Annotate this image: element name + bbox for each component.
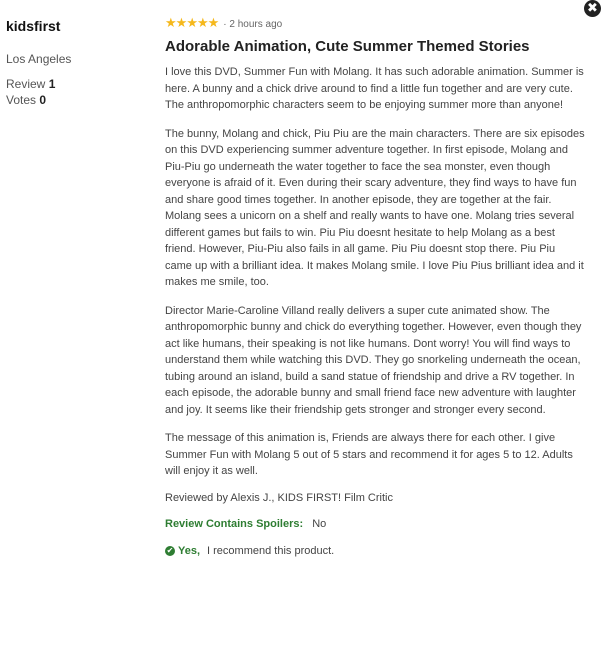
review-paragraph: I love this DVD, Summer Fun with Molang. It has such adorable animation. Summer is here. A bunny and a chick drive around to find a little fun together and are very cute. The anthropomorphic characters seem to be enjoying summer more than anyone! — [165, 66, 584, 111]
review-count-label: Review — [6, 77, 46, 91]
star-icon: ★ — [207, 16, 220, 31]
star-icon: ★ — [165, 16, 177, 31]
recommend-text: I recommend this product. — [207, 544, 335, 557]
star-icon: ★ — [186, 16, 198, 31]
review-count-value: 1 — [48, 77, 56, 91]
star-icon: ★ — [196, 16, 209, 31]
star-icon: ★ — [175, 16, 188, 31]
spoilers-label: Review Contains Spoilers: — [165, 517, 304, 530]
review-meta — [165, 16, 585, 32]
votes-count — [6, 92, 146, 108]
review-paragraph: The message of this animation is, Friends are always there for each other. I give Summer Fun with Molang 5 out of 5 stars and recommend it for ages 5 to 12. Adults will enjoy it as well. — [165, 432, 573, 477]
review-count — [6, 76, 146, 92]
close-icon[interactable]: ✖ — [584, 0, 601, 17]
reviewer-byline: Reviewed by Alexis J., KIDS FIRST! Film Critic — [165, 491, 393, 504]
check-circle-icon: ✔ — [166, 545, 174, 555]
review-date: · 2 hours ago — [223, 18, 283, 30]
star-rating — [165, 17, 218, 31]
recommendation — [165, 545, 585, 557]
review-content — [165, 16, 585, 557]
reviewer-location: Los Angeles — [6, 52, 72, 66]
recommend-yes: Yes, — [178, 544, 201, 557]
spoilers-indicator — [165, 518, 585, 530]
review-title: Adorable Animation, Cute Summer Themed Stories — [165, 38, 530, 55]
review-paragraph: The bunny, Molang and chick, Piu Piu are the main characters. There are six episodes on this DVD experiencing summer adventure together. In first episode, Molang and Piu-Piu go underneath the water together to face the sea monster, even though everyone is afraid of it. Even during their scary adventure, they find ways to have fun and share good times together. In another episode, they are together at the fair. Molang sees a unicorn on a shelf and really wants to have one. Molang tries several different games but fails to win. Piu Piu doesnt hesitate to help Molang as a best friend. However, Piu-Piu also fails in all game. Piu Piu doesnt stop there. Piu Piu came up with a brilliant idea. It makes Molang smile. I love Piu Pius brilliant idea and it makes me smile, too. — [165, 127, 585, 288]
reviewer-name: kidsfirst — [6, 18, 61, 34]
votes-count-label: Votes — [6, 93, 37, 107]
spoilers-value: No — [312, 517, 327, 530]
review-paragraph: Director Marie-Caroline Villand really delivers a super cute animated show. The anthropomorphic bunny and chick do everything together. However, even though they act like humans, their speaking is not like humans. Dont worry! You will find ways to understand them while watching this DVD. They go snorkeling underneath the ocean, tubing around an island, build a sand statue of friendship and drive a RV together. In each episode, the adorable bunny and small friend face new adventure with laughter and joy. It seems like their friendship gets stronger and stronger every second. — [165, 304, 582, 416]
votes-count-value: 0 — [39, 93, 47, 107]
reviewer-sidebar — [6, 18, 146, 108]
